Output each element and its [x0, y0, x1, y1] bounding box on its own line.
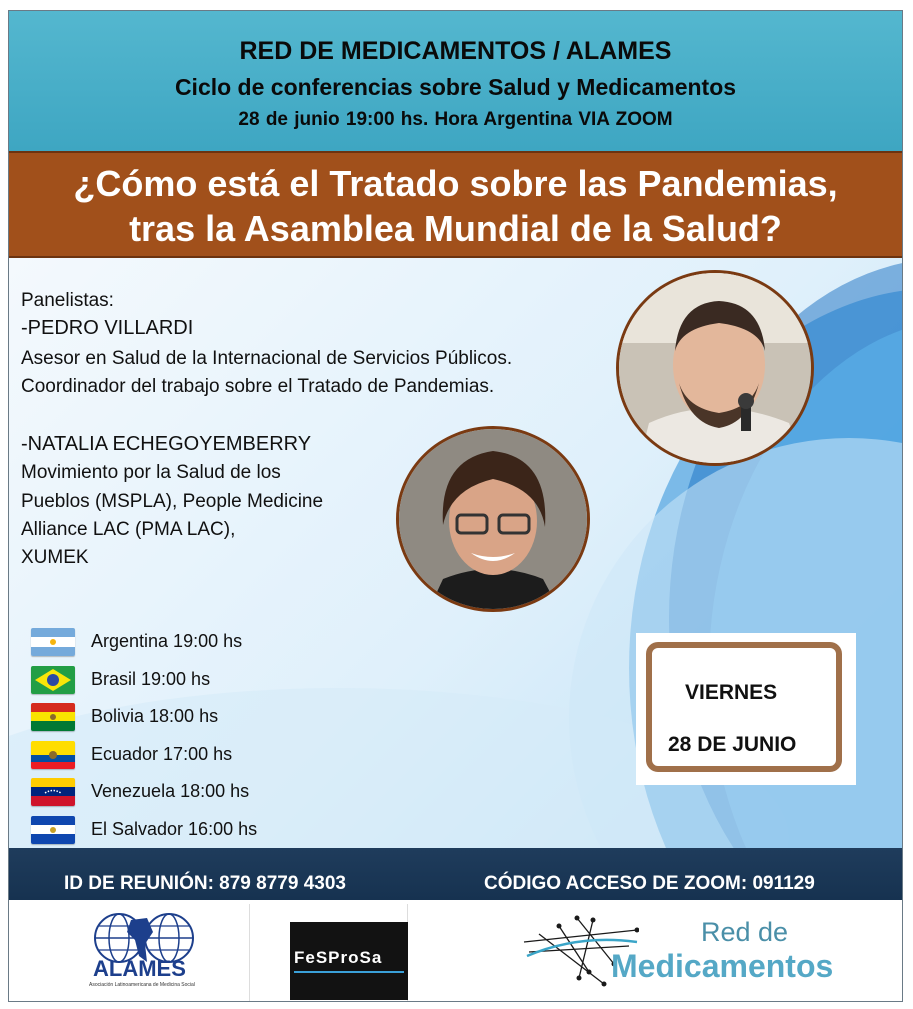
- schedule-label: Ecuador 17:00 hs: [91, 744, 233, 764]
- venezuela-flag-icon: [31, 778, 75, 806]
- meeting-info-band: [9, 848, 902, 900]
- fesprosa-logo-text: FeSProSa: [294, 948, 383, 967]
- speaker1-photo: [616, 270, 814, 466]
- schedule-label: Brasil 19:00 hs: [91, 669, 211, 689]
- speaker2-desc-line1: Movimiento por la Salud de los: [21, 462, 281, 483]
- ecuador-flag-icon: [31, 741, 75, 769]
- header-subtitle: Ciclo de conferencias sobre Salud y Medicamentos: [174, 74, 737, 100]
- event-title-line1: ¿Cómo está el Tratado sobre las Pandemias,: [73, 163, 838, 204]
- schedule-item: [31, 816, 331, 844]
- meeting-id: ID DE REUNIÓN: 879 8779 4303: [64, 873, 346, 894]
- red-logo-line2: Medicamentos: [611, 948, 834, 984]
- panelists-heading: Panelistas:: [21, 290, 114, 311]
- el-salvador-flag-icon: [31, 816, 75, 844]
- schedule-item: [31, 703, 331, 731]
- event-title-band: [9, 151, 902, 258]
- zoom-access-code: CÓDIGO ACCESO DE ZOOM: 091129: [484, 873, 815, 894]
- date-date: 28 DE JUNIO: [668, 733, 797, 756]
- speaker1-desc-line1: Asesor en Salud de la Internacional de Servicios Públicos.: [21, 348, 513, 369]
- schedule-label: Argentina 19:00 hs: [91, 631, 243, 651]
- speaker1-desc-line2: Coordinador del trabajo sobre el Tratado de Pandemias.: [21, 376, 495, 397]
- alames-logo-subtext: Asociación Latinoamericana de Medicina Social: [89, 982, 195, 988]
- poster: [8, 10, 903, 1002]
- schedule-label: Bolivia 18:00 hs: [91, 706, 219, 726]
- main-content: [9, 258, 902, 848]
- header-datetime: 28 de junio 19:00 hs. Hora Argentina VIA ZOOM: [238, 109, 673, 130]
- bolivia-flag-icon: [31, 703, 75, 731]
- speaker2-desc-line2: Pueblos (MSPLA), People Medicine: [21, 491, 324, 512]
- schedule-item: [31, 741, 331, 769]
- speaker2-name: -NATALIA ECHEGOYEMBERRY: [21, 433, 312, 455]
- schedule-label: Venezuela 18:00 hs: [91, 781, 250, 801]
- schedule-item: [31, 628, 331, 656]
- header-title: RED DE MEDICAMENTOS / ALAMES: [239, 37, 672, 65]
- divider: [249, 904, 250, 1002]
- brazil-flag-icon: [31, 666, 75, 694]
- date-day: VIERNES: [685, 681, 778, 704]
- schedule-item: [31, 666, 331, 694]
- logos-bar: [9, 900, 902, 1002]
- argentina-flag-icon: [31, 628, 75, 656]
- speaker2-desc-line4: XUMEK: [21, 547, 89, 568]
- speaker1-name: -PEDRO VILLARDI: [21, 317, 194, 339]
- fesprosa-logo-line: [294, 971, 404, 973]
- red-logo-line1: Red de: [701, 917, 789, 947]
- header-banner: [9, 11, 902, 151]
- schedule-label: El Salvador 16:00 hs: [91, 819, 258, 839]
- date-box: [636, 633, 856, 785]
- event-title-line2: tras la Asamblea Mundial de la Salud?: [129, 208, 782, 249]
- fesprosa-logo: [290, 922, 408, 1000]
- speaker2-desc-line3: Alliance LAC (PMA LAC),: [21, 519, 236, 540]
- schedule-item: [31, 778, 331, 806]
- speaker2-photo: [396, 426, 590, 612]
- date-frame: [646, 642, 842, 772]
- alames-logo-text: ALAMES: [93, 956, 186, 981]
